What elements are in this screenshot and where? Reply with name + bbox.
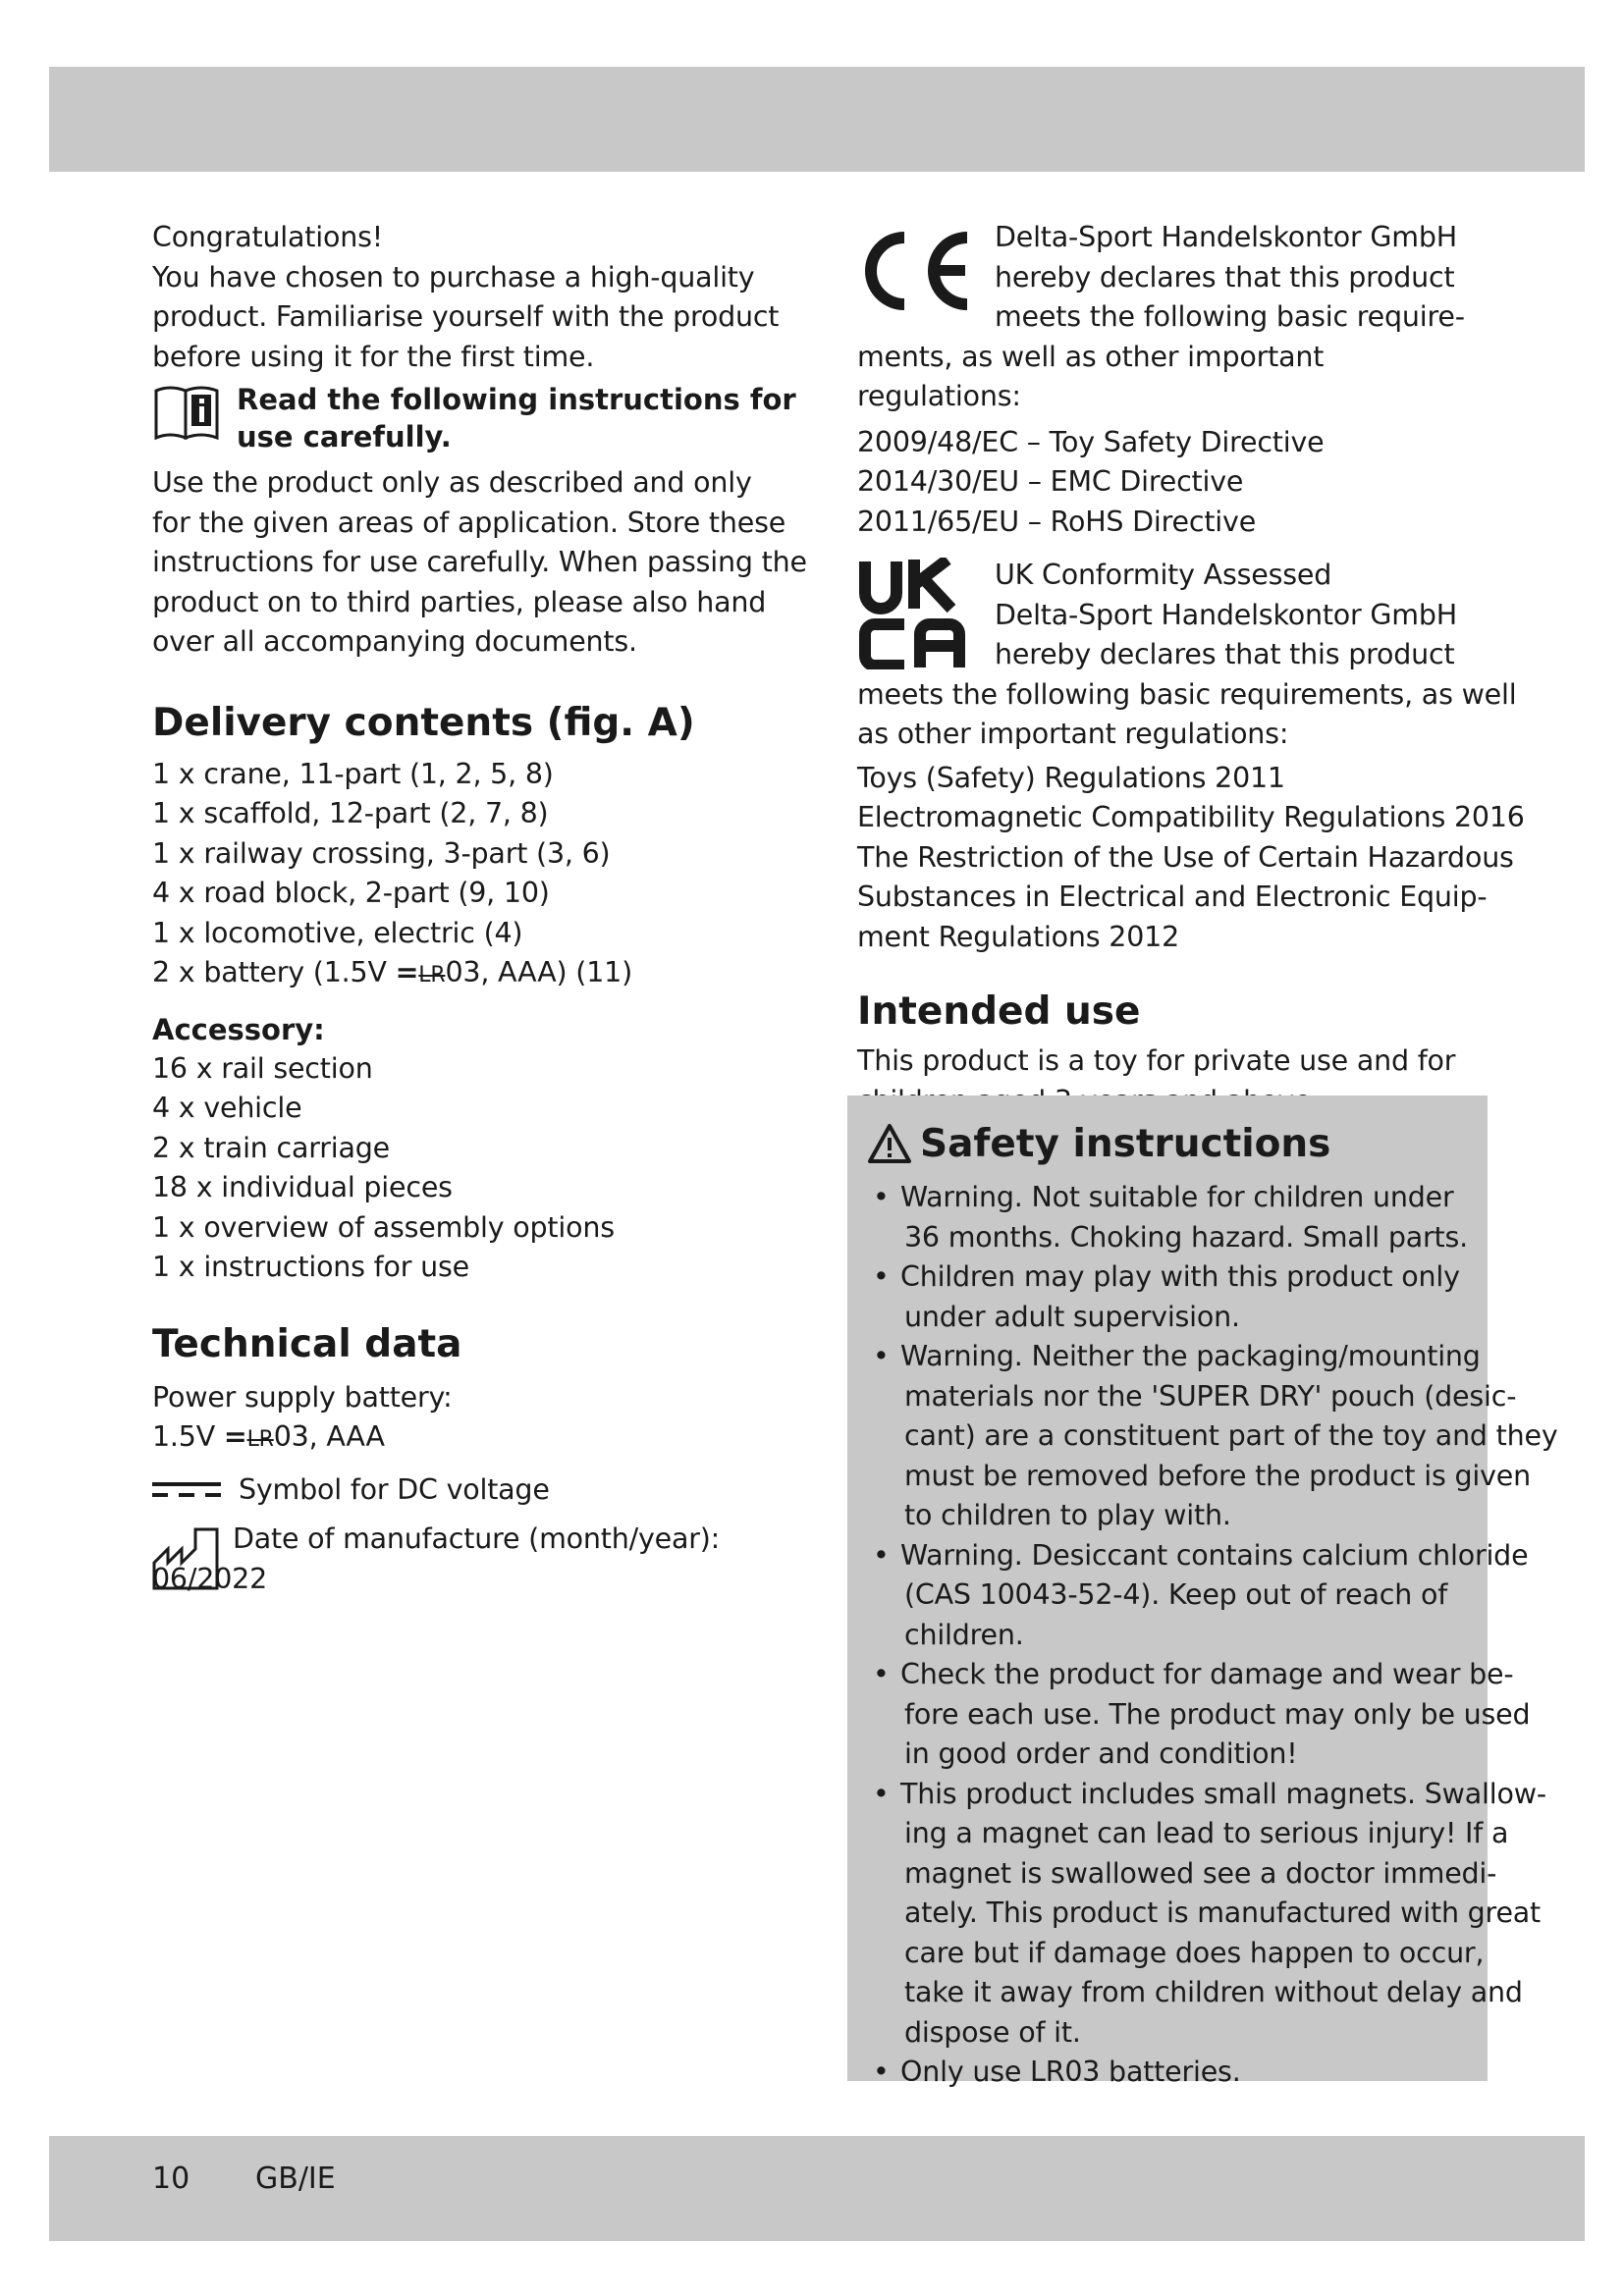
accessory-item: 1 x overview of assembly options: [152, 1210, 615, 1244]
directive-item: 2011/65/EU – RoHS Directive: [857, 505, 1257, 538]
directive-list: [857, 423, 1486, 543]
ukca-mark-icon: [859, 558, 965, 669]
intro-line: before using it for the first time.: [152, 340, 595, 373]
directive-item: 2014/30/EU – EMC Directive: [857, 465, 1244, 498]
dc-symbol-row: [152, 1470, 781, 1511]
accessory-item: 1 x instructions for use: [152, 1251, 469, 1283]
power-supply: [152, 1378, 781, 1461]
power-label: Power supply battery:: [152, 1380, 453, 1414]
usage-line: Use the product only as described and only: [152, 466, 752, 499]
manufacture-row: [152, 1520, 781, 1599]
safety-title: Safety instructions: [920, 1122, 1331, 1166]
ce-text-line: Delta-Sport Handelskontor GmbH: [995, 221, 1457, 253]
usage-line: instructions for use carefully. When passing the: [152, 546, 807, 578]
intended-line: This product is a toy for private use and for: [857, 1044, 1456, 1077]
accessory-item: 2 x train carriage: [152, 1131, 390, 1164]
intro-paragraph: [152, 218, 781, 377]
ce-continuation: ments, as well as other important regulations:: [857, 340, 1325, 412]
delivery-item: 1 x locomotive, electric (4): [152, 916, 523, 949]
ce-declaration: [857, 218, 1486, 338]
read-instructions-note: [152, 381, 796, 455]
delivery-item: 1 x railway crossing, 3-part (3, 6): [152, 836, 611, 870]
safety-item: • This product includes small magnets. Swallow- ing a magnet can lead to serious injury! If a magnet is swallowed see a doctor immedi- ately. This product is manufactured with great care but if damage does happen to occur, take it away from children without delay and dispose of it.: [861, 1775, 1480, 2054]
intended-use-heading: Intended use: [857, 989, 1141, 1034]
ukca-text-line: Delta-Sport Handelskontor GmbH: [995, 598, 1457, 631]
manufacture-label: Date of manufacture (month/year):: [233, 1522, 721, 1555]
accessory-item: 18 x individual pieces: [152, 1171, 453, 1203]
power-value: 1.5V =LR03, AAA: [152, 1420, 385, 1453]
book-info-icon: [152, 383, 221, 442]
regulation-item: ment Regulations 2012: [857, 920, 1180, 953]
safety-item: • Warning. Neither the packaging/mounting materials nor the 'SUPER DRY' pouch (desic- cant) are a constituent part of the toy and they must be removed before the product is given to children to play with.: [861, 1337, 1480, 1536]
read-heading-line: use carefully.: [237, 420, 452, 454]
intro-line: Congratulations!: [152, 221, 383, 253]
delivery-item-battery: 2 x battery (1.5V =LR03, AAA) (11): [152, 956, 632, 988]
regulation-item: Toys (Safety) Regulations 2011: [857, 761, 1285, 794]
delivery-contents-heading: Delivery contents (fig. A): [152, 700, 695, 745]
header-band: [49, 67, 1585, 172]
directive-item: 2009/48/EC – Toy Safety Directive: [857, 425, 1325, 458]
read-heading-line: Read the following instructions for: [237, 383, 796, 416]
ce-text-line: meets the following basic require-: [995, 300, 1465, 333]
ce-mark-icon: [857, 226, 975, 314]
accessory-item: 16 x rail section: [152, 1051, 373, 1085]
right-column: [857, 218, 1525, 1121]
ukca-continuation: [857, 675, 1517, 755]
ukca-text-line: hereby declares that this product: [995, 638, 1455, 670]
safety-item: • Only use LR03 batteries.: [861, 2053, 1480, 2093]
safety-heading: [861, 1121, 1480, 1168]
ce-text-line: hereby declares that this product: [995, 260, 1455, 294]
safety-item: • Children may play with this product only under adult supervision.: [861, 1257, 1480, 1337]
dc-voltage-icon: [152, 1480, 221, 1500]
accessory-heading: Accessory:: [152, 1012, 325, 1046]
intro-line: You have chosen to purchase a high-quality: [152, 260, 755, 294]
ukca-text-line: UK Conformity Assessed: [995, 559, 1332, 591]
intro-line: product. Familiarise yourself with the product: [152, 300, 780, 333]
left-column: [152, 218, 807, 1599]
delivery-item: 1 x scaffold, 12-part (2, 7, 8): [152, 797, 549, 829]
regulation-item: The Restriction of the Use of Certain Hazardous: [857, 840, 1514, 874]
safety-item: • Check the product for damage and wear be- fore each use. The product may only be used in good order and condition!: [861, 1655, 1480, 1775]
safety-item: • Warning. Not suitable for children under 36 months. Choking hazard. Small parts.: [861, 1178, 1480, 1257]
regulation-item: Substances in Electrical and Electronic Equip-: [857, 881, 1488, 913]
locale-label: GB/IE: [255, 2162, 336, 2196]
delivery-list: [152, 755, 781, 996]
delivery-item: 1 x crane, 11-part (1, 2, 5, 8): [152, 757, 554, 790]
dc-symbol-text: Symbol for DC voltage: [239, 1472, 550, 1506]
accessory-list: [152, 1049, 781, 1288]
warning-icon: [867, 1123, 912, 1164]
safety-item: • Warning. Desiccant contains calcium chloride (CAS 10043-52-4). Keep out of reach of children.: [861, 1536, 1480, 1656]
delivery-item: 4 x road block, 2-part (9, 10): [152, 877, 550, 909]
page-number: 10: [152, 2162, 190, 2196]
ukca-cont-line: as other important regulations:: [857, 718, 1289, 750]
safety-instructions-box: [847, 1095, 1558, 2088]
ukca-cont-line: meets the following basic requirements, as well: [857, 677, 1517, 711]
regulation-list: [857, 759, 1525, 958]
factory-icon: [152, 1523, 221, 1590]
regulation-item: Electromagnetic Compatibility Regulations 2016: [857, 801, 1525, 833]
ukca-declaration: [857, 556, 1486, 675]
accessory-item: 4 x vehicle: [152, 1092, 302, 1124]
usage-paragraph: [152, 463, 807, 663]
usage-line: for the given areas of application. Store these: [152, 506, 786, 539]
usage-line: product on to third parties, please also hand: [152, 585, 767, 618]
usage-line: over all accompanying documents.: [152, 625, 637, 658]
technical-data-heading: Technical data: [152, 1321, 462, 1366]
manufacture-value: 06/2022: [152, 1562, 267, 1595]
